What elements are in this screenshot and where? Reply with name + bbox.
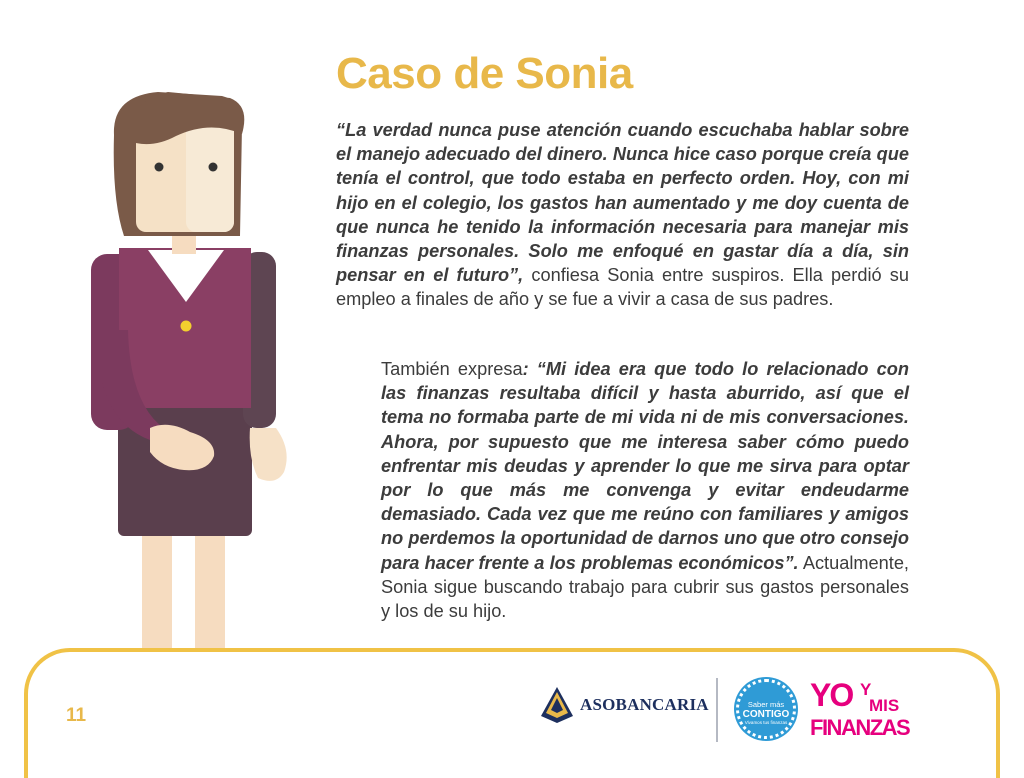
paragraph-2-rest: Actualmente, Sonia sigue buscando trabajo para cubrir sus gastos personales y los de su hijo. — [381, 552, 909, 622]
asobancaria-text: ASOBANCARIA — [580, 695, 709, 714]
asobancaria-logo — [540, 686, 709, 724]
badge-line-3: Vivamos tus finanzas — [744, 720, 788, 725]
logo-finanzas: FINANZAS — [810, 715, 910, 740]
paragraph-2 — [381, 357, 909, 623]
logo-y: Y — [860, 680, 872, 699]
paragraph-1-rest: confiesa Sonia entre suspiros. Ella perdió su empleo a finales de año y se fue a vivir a casa de sus padres. — [336, 265, 909, 310]
footer-divider — [716, 678, 718, 742]
logo-yo: YO — [810, 677, 853, 713]
page-number: 11 — [66, 705, 87, 726]
badge-line-1: Saber más — [747, 700, 785, 709]
yo-y-mis-finanzas-logo — [810, 677, 928, 741]
badge-line-2: CONTIGO — [742, 709, 790, 720]
saber-mas-contigo-badge — [736, 679, 796, 739]
asobancaria-logo-icon — [540, 686, 574, 724]
paragraph-2-intro: También expresa — [381, 359, 523, 379]
paragraph-1 — [336, 118, 909, 312]
paragraph-2-quote: : “Mi idea era que todo lo relacionado con las finanzas resultaba difícil y hasta aburrido, así que el tema no formaba parte de mi vida ni de mis conversaciones. Ahora, por supuesto que me interesa saber cómo puedo enfrentar mis deudas y aprender lo que me sirva para optar por lo que más me convenga y evitar endeudarme demasiado. Cada vez que me reúno con familiares y amigos no perdemos la oportunidad de darnos uno que otro consejo para hacer frente a los problemas económicos”. — [381, 359, 909, 573]
paragraph-1-quote: “La verdad nunca puse atención cuando escuchaba hablar sobre el manejo adecuado del dinero. Nunca hice caso porque creía que tenía el control, que todo estaba en perfecto orden. Hoy, con mi hijo en el colegio, los gastos han aumentado y me doy cuenta de que nunca he tenido la información necesaria para manejar mis finanzas personales. Solo me enfoqué en gastar día a día, sin pensar en el futuro”, — [336, 120, 909, 286]
logo-mis: MIS — [869, 696, 900, 715]
page-title: Caso de Sonia — [336, 49, 633, 98]
